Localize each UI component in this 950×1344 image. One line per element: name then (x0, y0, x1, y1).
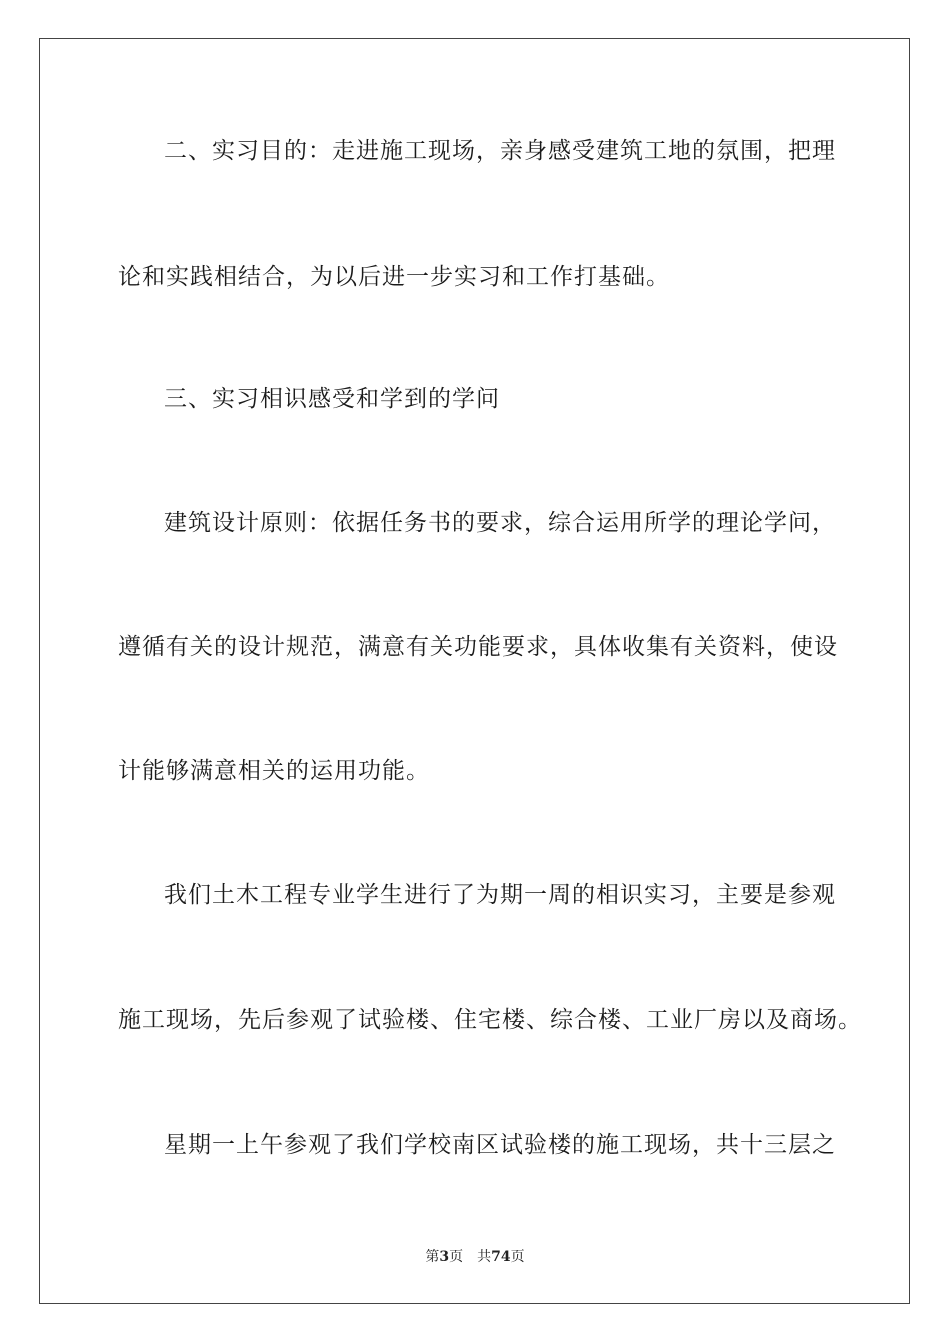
paragraph-line-5: 遵循有关的设计规范，满意有关功能要求，具体收集有关资料，使设 (118, 634, 838, 660)
paragraph-line-6: 计能够满意相关的运用功能。 (118, 758, 430, 784)
paragraph-line-8: 施工现场，先后参观了试验楼、住宅楼、综合楼、工业厂房以及商场。 (118, 1007, 862, 1033)
page-border (39, 38, 910, 1304)
total-suffix: 页 (510, 1249, 525, 1265)
paragraph-line-1: 二、实习目的：走进施工现场，亲身感受建筑工地的氛围，把理 (164, 138, 836, 164)
paragraph-line-2: 论和实践相结合，为以后进一步实习和工作打基础。 (118, 264, 670, 290)
paragraph-line-9: 星期一上午参观了我们学校南区试验楼的施工现场，共十三层之 (164, 1132, 836, 1158)
total-pages: 74 (491, 1249, 511, 1265)
page-number: 3 (439, 1249, 450, 1265)
page-prefix: 第 (425, 1249, 440, 1265)
page-footer (0, 1248, 950, 1266)
paragraph-line-7: 我们土木工程专业学生进行了为期一周的相识实习，主要是参观 (164, 882, 836, 908)
page-suffix: 页 (449, 1249, 464, 1265)
section-heading-line: 三、实习相识感受和学到的学问 (164, 386, 500, 412)
paragraph-line-4: 建筑设计原则：依据任务书的要求，综合运用所学的理论学问， (164, 510, 836, 536)
total-prefix: 共 (477, 1249, 492, 1265)
